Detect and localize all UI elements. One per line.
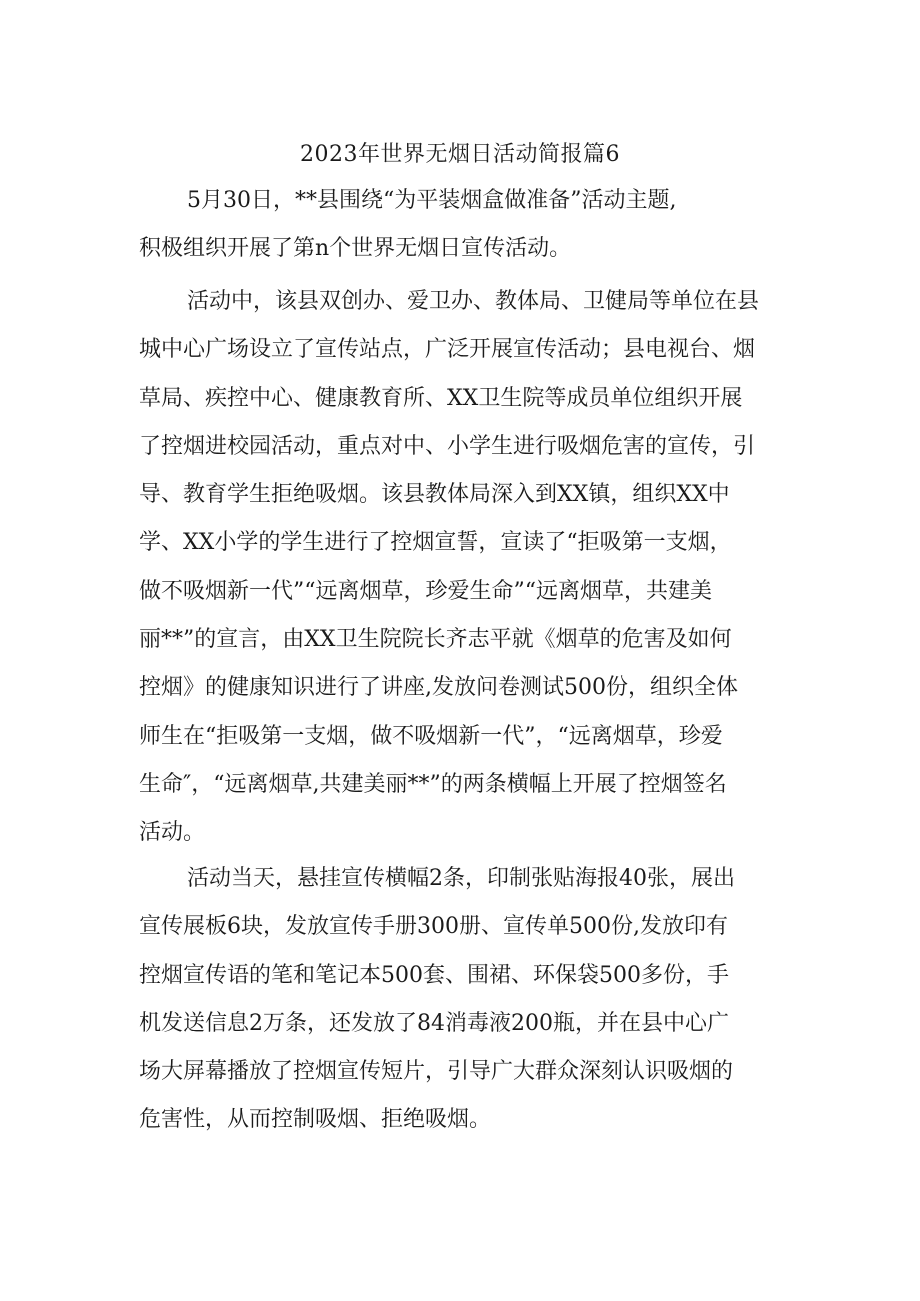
paragraph-line: 做不吸烟新一代”“远离烟草，珍爱生命”“远离烟草，共建美	[139, 578, 712, 604]
paragraph-line: 活动当天，悬挂宣传横幅2条，印制张贴海报40张，展出	[187, 866, 735, 891]
paragraph-line: 城中心广场设立了宣传站点，广泛开展宣传活动；县电视台、烟	[139, 337, 756, 363]
paragraph-line: 场大屏幕播放了控烟宣传短片，引导广大群众深刻认识吸烟的	[139, 1059, 734, 1085]
paragraph-line: 草局、疾控中心、健康教育所、XX卫生院等成员单位组织开展	[139, 385, 743, 411]
paragraph-line: 导、教育学生拒绝吸烟。该县教体局深入到XX镇，组织XX中	[139, 482, 730, 508]
paragraph-line: 积极组织开展了第n个世界无烟日宣传活动。	[139, 236, 572, 262]
paragraph-line: 机发送信息2万条，还发放了84消毒液200瓶，并在县中心广	[139, 1010, 729, 1036]
paragraph-3	[139, 855, 799, 1145]
paragraph-line: 师生在“拒吸第一支烟，做不吸烟新一代”，“远离烟草，珍爱	[139, 723, 723, 749]
document-title: 2023年世界无烟日活动简报篇6	[300, 142, 620, 167]
paragraph-line: 了控烟进校园活动，重点对中、小学生进行吸烟危害的宣传，引	[139, 433, 756, 459]
paragraph-line: 生命″，“远离烟草,共建美丽**”的两条横幅上开展了控烟签名	[139, 771, 727, 797]
paragraph-2	[139, 278, 799, 858]
paragraph-line: 宣传展板6块，发放宣传手册300册、宣传单500份,发放印有	[139, 914, 728, 940]
paragraph-line: 活动中，该县双创办、爱卫办、教体局、卫健局等单位在县	[187, 289, 760, 314]
paragraph-1	[139, 177, 799, 274]
paragraph-line: 控烟》的健康知识进行了讲座,发放问卷测试500份，组织全体	[139, 675, 738, 701]
paragraph-line: 5月30日，**县围绕“为平装烟盒做准备”活动主题,	[187, 188, 677, 213]
paragraph-line: 危害性，从而控制吸烟、拒绝吸烟。	[139, 1107, 492, 1133]
paragraph-line: 控烟宣传语的笔和笔记本500套、围裙、环保袋500多份，手	[139, 962, 729, 988]
paragraph-line: 丽**”的宣言，由XX卫生院院长齐志平就《烟草的危害及如何	[139, 627, 732, 653]
paragraph-line: 活动。	[139, 820, 206, 846]
paragraph-line: 学、XX小学的学生进行了控烟宣誓，宣读了“拒吸第一支烟，	[139, 530, 732, 556]
